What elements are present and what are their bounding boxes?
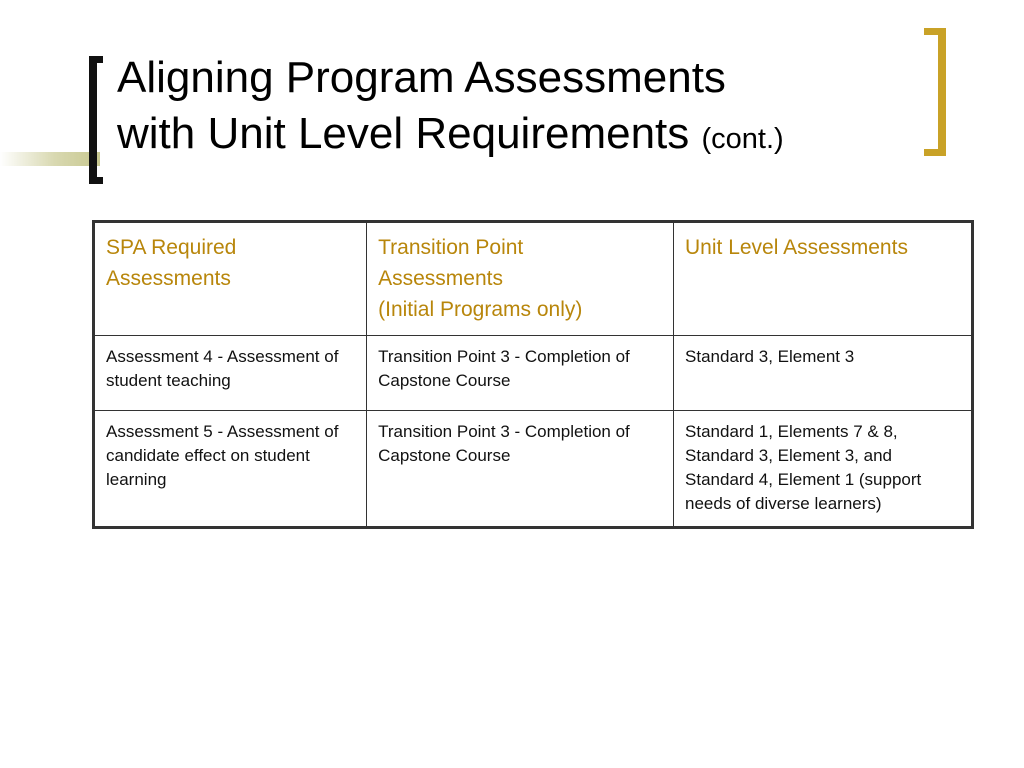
title-cont-suffix: (cont.) (701, 123, 784, 155)
cell-spa-assessment: Assessment 4 - Assessment of student teaching (94, 336, 367, 411)
cell-unit-level: Standard 1, Elements 7 & 8, Standard 3, Element 3, and Standard 4, Element 1 (support needs of diverse learners) (674, 411, 973, 528)
header-transition-line-2: Assessments (378, 267, 503, 290)
table-row (94, 336, 973, 411)
title-line-1: Aligning Program Assessments (117, 53, 726, 102)
right-bracket-decoration (924, 28, 946, 156)
title-accent-bar (0, 152, 100, 166)
cell-transition-point: Transition Point 3 - Completion of Capstone Course (367, 336, 674, 411)
header-unit-level-assessments (674, 222, 973, 336)
header-transition-line-3: (Initial Programs only) (378, 298, 583, 321)
cell-unit-level: Standard 3, Element 3 (674, 336, 973, 411)
cell-spa-assessment: Assessment 5 - Assessment of candidate effect on student learning (94, 411, 367, 528)
table-header-row (94, 222, 973, 336)
header-transition-point-assessments (367, 222, 674, 336)
table-row (94, 411, 973, 528)
title-line-2-text: with Unit Level Requirements (117, 109, 690, 158)
left-bracket-decoration (89, 56, 103, 184)
title-line-2 (117, 106, 784, 167)
slide-title (117, 50, 784, 167)
header-spa-required-assessments (94, 222, 367, 336)
header-spa-line-1: SPA Required (106, 236, 237, 259)
cell-transition-point: Transition Point 3 - Completion of Capstone Course (367, 411, 674, 528)
header-transition-line-1: Transition Point (378, 236, 524, 259)
assessment-alignment-table (92, 220, 974, 529)
header-unit-line-1: Unit Level Assessments (685, 236, 908, 259)
header-spa-line-2: Assessments (106, 267, 231, 290)
